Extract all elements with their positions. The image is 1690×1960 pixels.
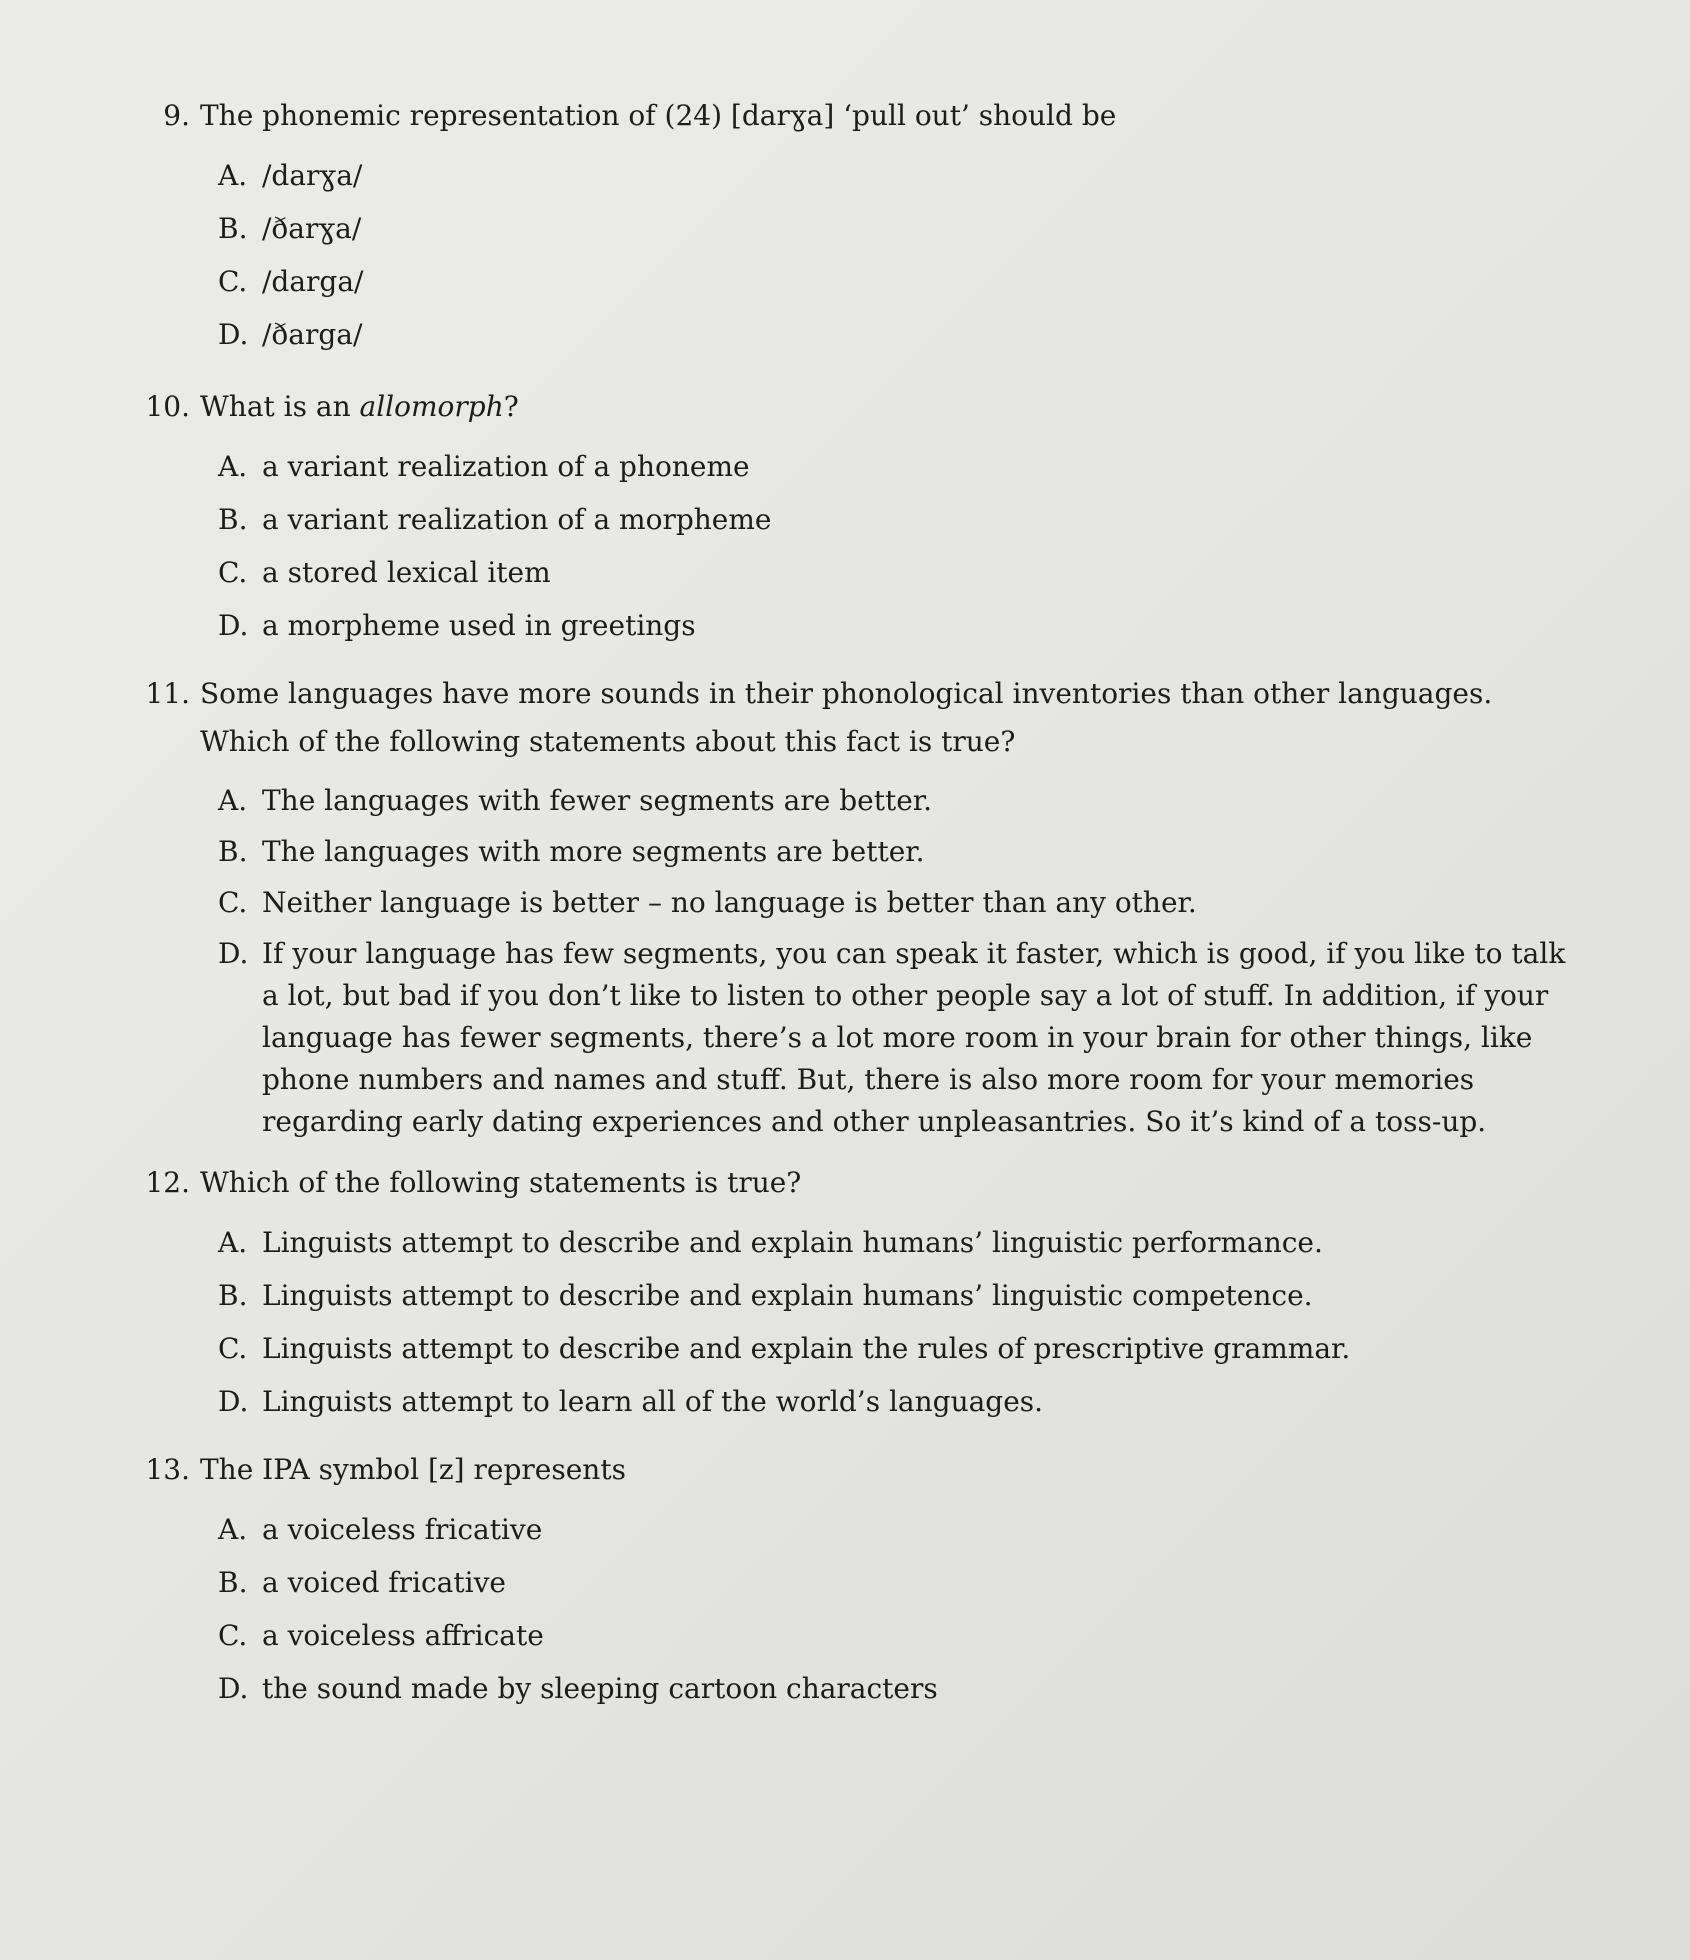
option-a — [218, 1508, 1590, 1552]
option-b — [218, 831, 1590, 873]
option-text: a voiceless fricative — [262, 1513, 543, 1546]
option-text: a morpheme used in greetings — [262, 609, 696, 642]
question-header — [140, 92, 1590, 140]
question-number: 11. — [145, 677, 190, 710]
option-text: /darga/ — [262, 265, 364, 298]
option-b — [218, 207, 1590, 251]
question-number: 13. — [145, 1453, 190, 1486]
option-d — [218, 1667, 1590, 1711]
option-list — [218, 154, 1590, 357]
option-letter: C. — [218, 886, 248, 919]
option-letter: D. — [218, 1385, 249, 1418]
option-letter: D. — [218, 1672, 249, 1705]
option-a — [218, 154, 1590, 198]
question-number: 10. — [145, 390, 190, 423]
option-text: Linguists attempt to learn all of the world’s languages. — [262, 1385, 1044, 1418]
option-text: Neither language is better – no language is better than any other. — [262, 886, 1197, 919]
option-text: Linguists attempt to describe and explain humans’ linguistic competence. — [262, 1279, 1313, 1312]
question-text: Some languages have more sounds in their phonological inventories than other languages. Which of the following statements about this fact is true? — [200, 677, 1493, 758]
option-letter: D. — [218, 937, 249, 970]
option-letter: A. — [218, 1226, 248, 1259]
option-list — [218, 1508, 1590, 1711]
option-text: The languages with more segments are better. — [262, 835, 925, 868]
option-list — [218, 445, 1590, 648]
option-letter: C. — [218, 556, 248, 589]
option-text: a stored lexical item — [262, 556, 551, 589]
question-number: 9. — [163, 99, 190, 132]
option-letter: A. — [218, 1513, 248, 1546]
question-header — [140, 1446, 1590, 1494]
question-header — [140, 1159, 1590, 1207]
question-10 — [140, 383, 1590, 648]
option-d — [218, 1380, 1590, 1424]
option-text: a variant realization of a phoneme — [262, 450, 750, 483]
option-letter: D. — [218, 609, 249, 642]
option-letter: A. — [218, 159, 248, 192]
question-header — [140, 670, 1590, 766]
option-letter: A. — [218, 784, 248, 817]
option-letter: C. — [218, 1619, 248, 1652]
option-letter: B. — [218, 1566, 248, 1599]
option-b — [218, 498, 1590, 542]
option-c — [218, 1327, 1590, 1371]
option-c — [218, 551, 1590, 595]
option-a — [218, 780, 1590, 822]
option-text: a variant realization of a morpheme — [262, 503, 772, 536]
option-letter: C. — [218, 1332, 248, 1365]
option-text: The languages with fewer segments are better. — [262, 784, 933, 817]
option-letter: B. — [218, 1279, 248, 1312]
option-text: /ðarɣa/ — [262, 212, 362, 245]
question-text — [200, 383, 1580, 431]
option-text: /ðarga/ — [262, 318, 363, 351]
question-text-emphasis: allomorph — [359, 390, 504, 423]
option-c — [218, 882, 1590, 924]
option-text: Linguists attempt to describe and explain humans’ linguistic performance. — [262, 1226, 1323, 1259]
question-11 — [140, 670, 1590, 1143]
option-text: /darɣa/ — [262, 159, 363, 192]
option-list — [218, 1221, 1590, 1424]
question-text-before: What is an — [200, 390, 360, 423]
question-text-after: ? — [503, 390, 519, 423]
option-d — [218, 604, 1590, 648]
option-d — [218, 313, 1590, 357]
question-13 — [140, 1446, 1590, 1711]
option-b — [218, 1274, 1590, 1318]
option-d — [218, 933, 1590, 1143]
option-letter: D. — [218, 318, 249, 351]
option-text: Linguists attempt to describe and explain the rules of prescriptive grammar. — [262, 1332, 1351, 1365]
option-b — [218, 1561, 1590, 1605]
question-number: 12. — [145, 1166, 190, 1199]
option-letter: B. — [218, 835, 248, 868]
option-letter: B. — [218, 212, 248, 245]
option-letter: A. — [218, 450, 248, 483]
option-list — [218, 780, 1590, 1143]
option-c — [218, 260, 1590, 304]
question-text: The phonemic representation of (24) [darɣa] ‘pull out’ should be — [200, 99, 1117, 132]
option-a — [218, 445, 1590, 489]
question-9 — [140, 92, 1590, 357]
option-letter: B. — [218, 503, 248, 536]
option-text: the sound made by sleeping cartoon characters — [262, 1672, 938, 1705]
option-c — [218, 1614, 1590, 1658]
question-header — [140, 383, 1590, 431]
option-text: If your language has few segments, you can speak it faster, which is good, if you like to talk a lot, but bad if you don’t like to listen to other people say a lot of stuff. In addition, if your language has fewer segments, there’s a lot more room in your brain for other things, like phone numbers and names and stuff. But, there is also more room for your memories regarding early dating experiences and other unpleasantries. So it’s kind of a toss-up. — [262, 937, 1566, 1138]
question-text: Which of the following statements is true? — [200, 1166, 802, 1199]
option-text: a voiceless affricate — [262, 1619, 544, 1652]
option-text: a voiced fricative — [262, 1566, 506, 1599]
question-text: The IPA symbol [z] represents — [200, 1453, 626, 1486]
question-12 — [140, 1159, 1590, 1424]
option-a — [218, 1221, 1590, 1265]
option-letter: C. — [218, 265, 248, 298]
